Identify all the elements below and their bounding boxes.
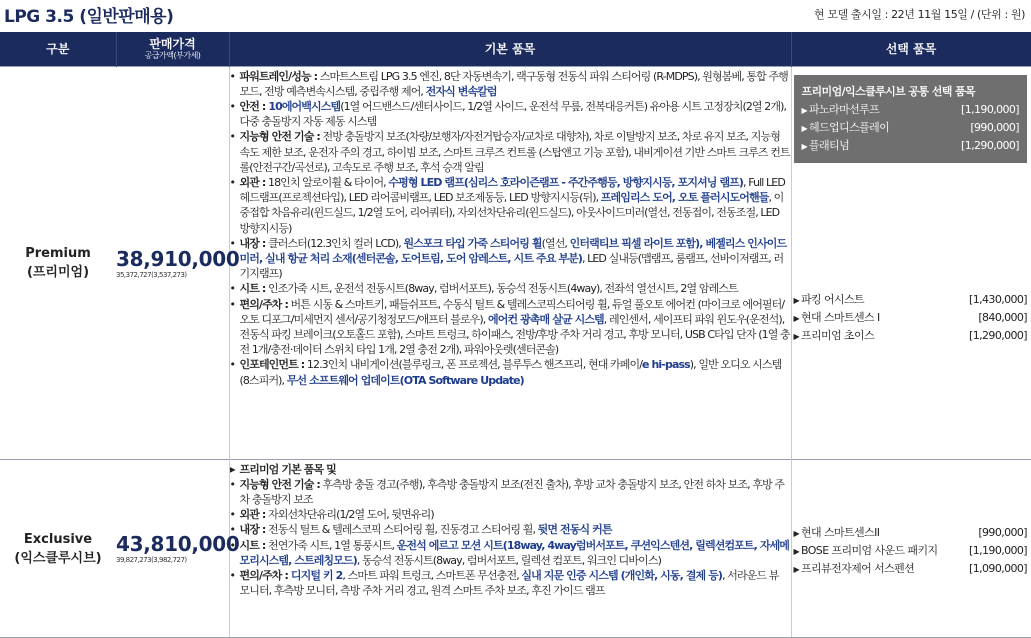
- header-trim: 구분: [0, 32, 116, 67]
- trim-name-en: Exclusive: [0, 530, 116, 549]
- list-item: • 편의/주차 : 디지털 키 2, 스마트 파워 트렁크, 스마트폰 무선충전, 실내 지문 인증 시스템 (개인화, 시동, 결제 등), 서라운드 뷰 모니터, 후측방 모니터, 측방 주차 거리 경고, 원격 스마트 주차 보조, 후진 가이드 램프: [230, 568, 791, 598]
- basic-items-premium: [229, 67, 791, 460]
- release-date-unit-note: 현 모델 출시일 : 22년 11월 15일 / (단위 : 원): [814, 6, 1025, 22]
- table-row-exclusive: [0, 460, 1031, 638]
- option-item: ▶ 프리뷰전자제어 서스펜션 [1,090,000]: [794, 560, 1028, 578]
- list-item: • 내장 : 전동식 틸트 & 텔레스코픽 스티어링 휠, 진동경고 스티어링 휠, 뒷면 전동식 커튼: [230, 522, 791, 537]
- header-price: 판매가격 공급가액(부가세): [116, 32, 229, 67]
- option-item: ▶ 파노라마선루프 [1,190,000]: [802, 101, 1020, 119]
- price-value: 43,810,000: [116, 532, 229, 556]
- list-item: • 외관 : 자외선차단유리(1/2열 도어, 뒷면유리): [230, 507, 791, 522]
- header-basic-items: 기본 품목: [229, 32, 791, 67]
- option-item: ▶ 플래티넘 [1,290,000]: [802, 137, 1020, 155]
- list-item: • 시트 : 인조가죽 시트, 운전석 전동시트(8way, 럼버서포트), 동승석 전동시트(4way), 전좌석 열선시트, 2열 암레스트: [230, 281, 791, 296]
- price-exclusive: [116, 460, 229, 638]
- table-row-premium: [0, 67, 1031, 460]
- list-item: • 외관 : 18인치 알로이휠 & 타이어, 수평형 LED 램프(심리스 호라이즌램프 - 주간주행등, 방향지시등, 포지셔닝 램프), Full LED 헤드램프(프로젝션타입), LED 리어콤비램프, LED 보조제동등, LED 방향지시등(뒤), 프레임리스 도어, 오토 플러시도어핸들, 이중접합 차음유리(윈드실드, 1/2열 도어, 리어쿼터), 자외선차단유리(윈드실드), 아웃사이드미러(열선, 전동접이, 전동조절, LED 방향지시등): [230, 175, 791, 236]
- option-item: ▶ 현대 스마트센스II [990,000]: [794, 524, 1028, 542]
- option-item: ▶ 현대 스마트센스 I [840,000]: [794, 309, 1028, 327]
- page-title: LPG 3.5 (일반판매용): [4, 2, 173, 27]
- option-item: ▶ 파킹 어시스트 [1,430,000]: [794, 291, 1028, 309]
- trim-name-ko: (익스클루시브): [0, 549, 116, 568]
- exclusive-option-list: [792, 524, 1031, 578]
- premium-option-list: [792, 291, 1031, 345]
- list-item: • 안전 : 10에어백시스템(1열 어드밴스드/센터사이드, 1/2열 사이드, 운전석 무릎, 전복대응커튼) 유아용 시트 고정장치(2열 2개), 다중 충돌방지 자동 제동 시스템: [230, 99, 791, 129]
- options-exclusive: [791, 460, 1031, 638]
- trim-name-ko: (프리미엄): [0, 263, 116, 282]
- trim-exclusive: [0, 460, 116, 638]
- list-item: • 시트 : 천연가죽 시트, 1열 통풍시트, 운전석 에르고 모션 시트(18way, 4way럼버서포트, 쿠션익스텐션, 릴렉션컴포트, 자세메모리시스템, 스트레칭모드), 동승석 전동시트(8way, 럼버서포트, 릴렉션 컴포트, 워크인 디바이스): [230, 538, 791, 568]
- price-table: [0, 32, 1031, 638]
- list-item: • 지능형 안전 기술 : 후측방 충돌 경고(주행), 후측방 충돌방지 보조(전진 출차), 후방 교차 충돌방지 보조, 안전 하차 보조, 후방 주차 충돌방지 보조: [230, 477, 791, 507]
- list-item: • 지능형 안전 기술 : 전방 충돌방지 보조(차량/보행자/자전거탑승자/교차로 대향차), 차로 이탈방지 보조, 차로 유지 보조, 지능형 속도 제한 보조, 운전자 주의 경고, 하이빔 보조, 스마트 크루즈 컨트롤 (스탑앤고 기능 포함), 내비게이션 기반 스마트 크루즈 컨트롤(안전구간/곡선로), 고속도로 주행 보조, 후석 승객 알림: [230, 129, 791, 175]
- list-item: • 파워트레인/성능 : 스마트스트림 LPG 3.5 엔진, 8단 자동변속기, 랙구동형 전동식 파워 스티어링 (R-MDPS), 원형봄베, 통합 주행 모드, 전방 예측변속시스템, 중립주행 제어, 전자식 변속칼럼: [230, 69, 791, 99]
- list-item: • 인포테인먼트 : 12.3인치 내비게이션(블루링크, 폰 프로젝션, 블루투스 핸즈프리, 현대 카페이/e hi-pass), 일반 오디오 시스템(8스피커), 무선 소프트웨어 업데이트(OTA Software Update): [230, 357, 791, 387]
- list-item: ▶ 프리미엄 기본 품목 및: [230, 462, 791, 477]
- price-value: 38,910,000: [116, 247, 229, 271]
- list-item: • 내장 : 클러스터(12.3인치 컬러 LCD), 원스포크 타입 가죽 스티어링 휠(열선, 인터랙티브 픽셀 라이트 포함), 베젤리스 인사이드 미러, 실내 항균 처리 소재(센터콘솔, 도어트림, 도어 암레스트, 시트 주요 부분), LED 실내등(맵램프, 룸램프, 선바이저램프, 러기지램프): [230, 236, 791, 282]
- common-options-title: 프리미엄/익스클루시브 공통 선택 품목: [802, 83, 1020, 100]
- header-options: 선택 품목: [791, 32, 1031, 67]
- basic-items-exclusive: [229, 460, 791, 638]
- trim-name-en: Premium: [0, 244, 116, 263]
- price-supply-value: 39,827,273(3,982,727): [116, 556, 229, 565]
- table-header-row: [0, 32, 1031, 67]
- options-premium: [791, 67, 1031, 460]
- option-item: ▶ BOSE 프리미엄 사운드 패키지 [1,190,000]: [794, 542, 1028, 560]
- list-item: • 편의/주차 : 버튼 시동 & 스마트키, 패들쉬프트, 수동식 틸트 & 텔레스코픽스티어링 휠, 듀얼 풀오토 에어컨 (마이크로 에어필터/오토 디포그/미세먼지 센서/공기청정모드/애프터 블로우), 에어컨 광촉매 살균 시스템, 레인센서, 세이프티 파워 윈도우(운전석), 전동식 파킹 브레이크(오토홀드 포함), 스마트 트렁크, 하이패스, 전방/후방 주차 거리 경고, 후방 모니터, USB C타입 단자 (1열 충전 1개/충전·데이터 스위치 타입 1개, 2열 충전 2개), 파워아웃렛(센터콘솔): [230, 297, 791, 358]
- price-premium: [116, 67, 229, 460]
- common-options-box: [794, 75, 1028, 163]
- price-supply-value: 35,372,727(3,537,273): [116, 271, 229, 280]
- option-item: ▶ 헤드업디스플레이 [990,000]: [802, 119, 1020, 137]
- option-item: ▶ 프리미엄 초이스 [1,290,000]: [794, 327, 1028, 345]
- trim-premium: [0, 67, 116, 460]
